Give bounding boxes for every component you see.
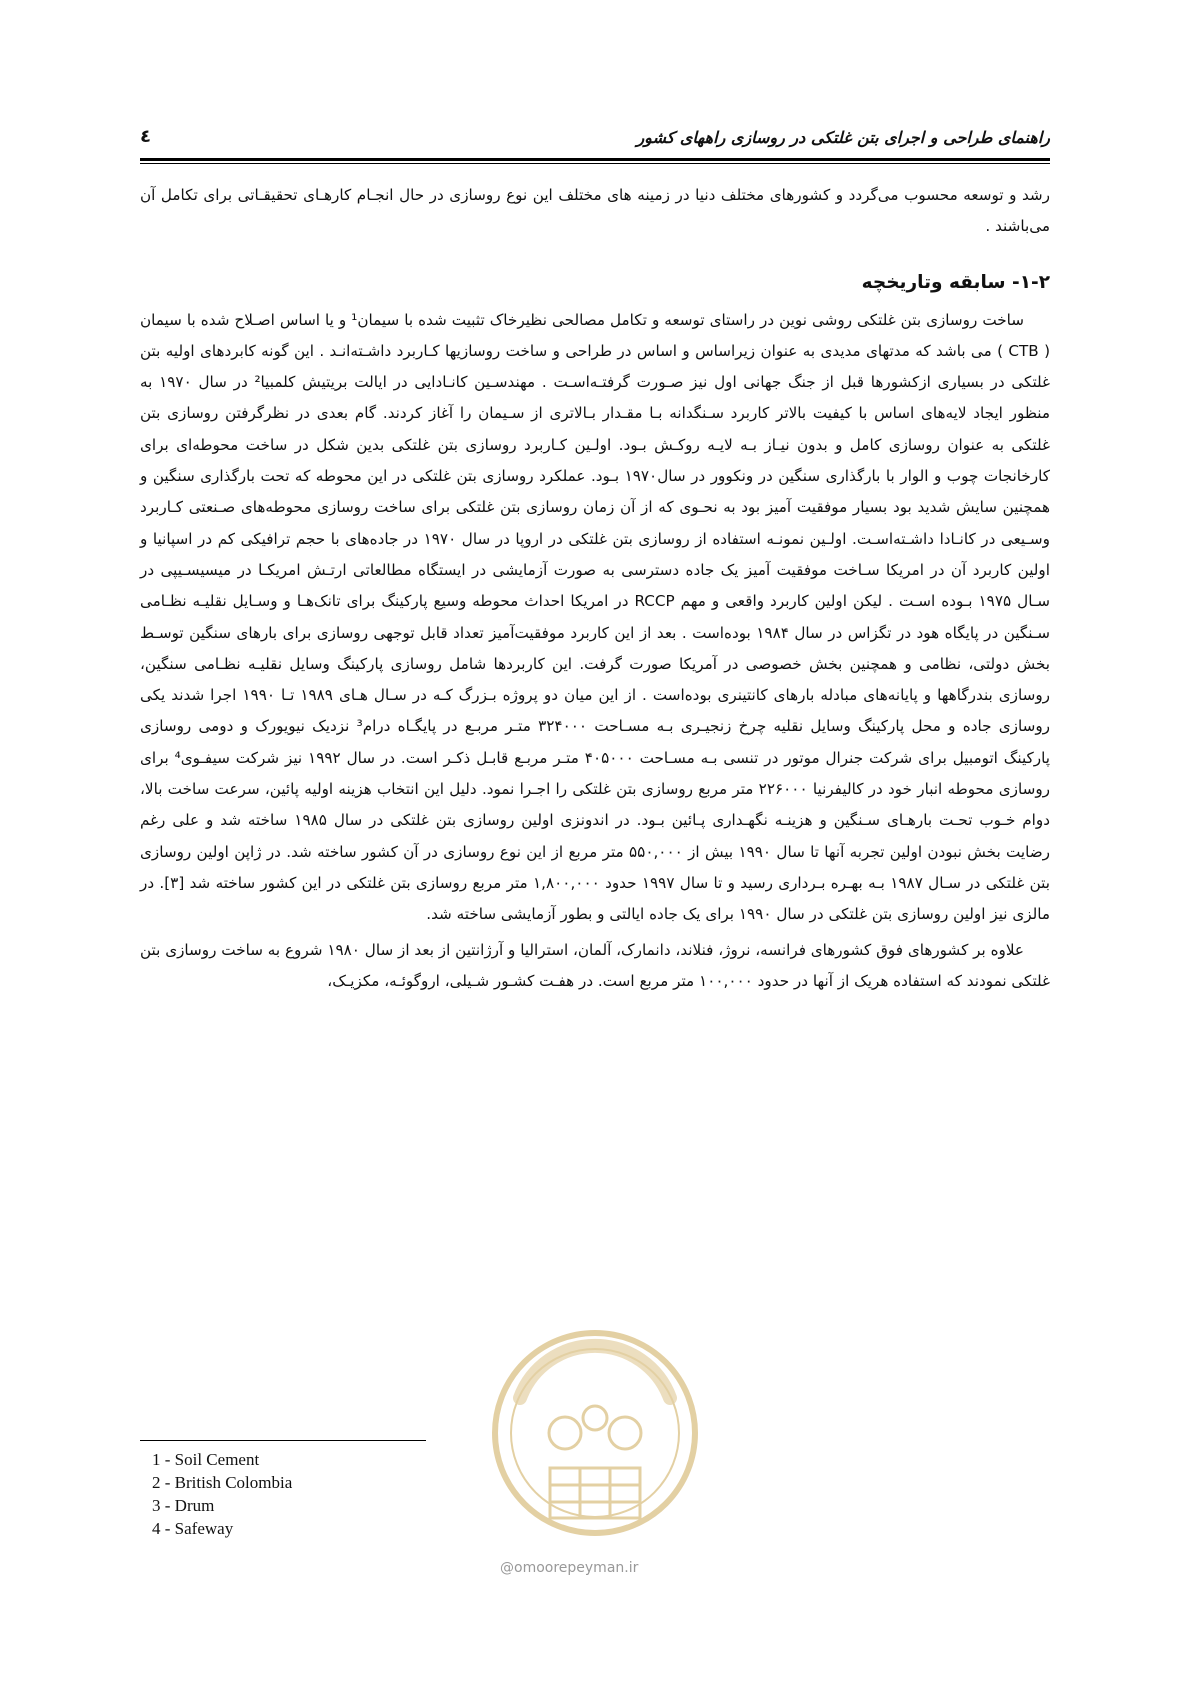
header-rule [140, 158, 1050, 164]
footnote-1: 1 - Soil Cement [152, 1450, 260, 1469]
intro-paragraph: رشد و توسعه محسوب می‌گردد و کشورهای مختلف دنیا در زمینه های مختلف این نوع روسازی در حال انجـام کارهـای تحقیقـاتی برای تکامل آن می‌باشند . [140, 186, 1050, 236]
document-body [140, 180, 1050, 997]
watermark-site-text: @omoorepeyman.ir [500, 1560, 639, 1576]
footnote-4: 4 - Safeway [152, 1519, 234, 1538]
footnote-2: 2 - British Colombia [152, 1473, 293, 1492]
page-number: ٤ [140, 126, 151, 147]
section-heading: ۱-۲- سابقه وتاریخچه [861, 271, 1050, 293]
running-header [140, 122, 1050, 158]
header-title: راهنمای طراحی و اجرای بتن غلتکی در روسازی راههای کشور [636, 128, 1050, 147]
footnote-3: 3 - Drum [152, 1496, 215, 1515]
history-paragraph-2: علاوه بر کشورهای فوق کشورهای فرانسه، نروژ، فنلاند، دانمارک، آلمان، استرالیا و آرژانتین از بعد از سال ۱۹۸۰ شروع به ساخت روسازی بتن غلتکی نمودند که استفاده هریک از آنها در حدود ۱۰۰,۰۰۰ متر مربع است. در هفـت کشـور شـیلی، اروگوئـه، مکزیـک، [140, 940, 1050, 990]
history-paragraph-1: ساخت روسازی بتن غلتکی روشی نوین در راستای توسعه و تکامل مصالحی نظیرخاک تثبیت شده با سیمان¹ و یا اساس اصـلاح شده با سیمان ( CTB ) می باشد که مدتهای مدیدی به عنوان زیراساس و اساس در طراحی و ساخت روسازیها کـاربرد داشـته‌انـد . این گونه کابردهای اولیه بتن غلتکی در بسیاری ازکشورها قبل از جنگ جهانی اول نیز صـورت گرفتـه‌اسـت . مهندسـین کانـادایی در ایالت بریتیش کلمبیا² در سال ۱۹۷۰ به منظور ایجاد لایه‌های اساس با کیفیت بالاتر کاربرد سـنگدانه بـا مقـدار بـالاتری از سـیمان را آغاز کردند. گام بعدی در نظرگرفتن روسازی بتن غلتکی به عنوان روسازی کامل و بدون نیـاز بـه لایـه روکـش بـود. اولـین کـاربرد روسازی بتن غلتکی بدین شکل در ساخت محوطه‌ای برای کارخانجات چوب و الوار با بارگذاری سنگین در ونکوور در سال۱۹۷۰ بـود. عملکرد روسازی بتن غلتکی در این محوطه که تحت بارگذاری سنگین و همچنین سایش شدید بود بسیار موفقیت آمیز بود به نحـوی که از آن زمان روسازی بتن غلتکی برای ساخت روسازی محوطه‌های صـنعتی کـاربرد وسـیعی در کانـادا داشـته‌اسـت. اولـین نمونـه استفاده از روسازی بتن غلتکی در اروپا در سال ۱۹۷۰ در جاده‌های با حجم ترافیکی کم در اسپانیا و اولین کاربرد آن در امریکا سـاخت موفقیت آمیز یک جاده دسترسی به صورت آزمایشی در ایستگاه مطالعاتی ارتـش امریکـا در میسیسـیپی در سـال ۱۹۷۵ بـوده اسـت . لیکن اولین کاربرد واقعی و مهم RCCP در امریکا احداث محوطه وسیع پارکینگ برای تانک‌هـا و وسـایل نقلیـه نظـامی سـنگین در پایگاه هود در تگزاس در سال ۱۹۸۴ بوده‌است . بعد از این کاربرد موفقیت‌آمیز تعداد قابل توجهی روسازی برای بارهای سنگین توسـط بخش دولتی، نظامی و همچنین بخش خصوصی در آمریکا صورت گرفت. این کاربردها شامل روسازی پارکینگ وسایل نقلیـه نظـامی سنگین، روسازی بندرگاهها و پایانه‌های مبادله بارهای کانتینری بوده‌است . از این میان دو پروژه بـزرگ کـه در سـال هـای ۱۹۸۹ تـا ۱۹۹۰ اجرا شدند یکی روسازی جاده و محل پارکینگ وسایل نقلیه چرخ زنجیـری بـه مسـاحت ۳۲۴۰۰۰ متـر مربـع در پایگـاه درام³ نزدیک نیویورک و دومی روسازی پارکینگ اتومبیل برای شرکت جنرال موتور در تنسی بـه مسـاحت ۴۰۵۰۰۰ متـر مربـع قابـل ذکـر است. در سال ۱۹۹۲ نیز شرکت سیفـوی⁴ برای روسازی محوطه انبار خود در کالیفرنیا ۲۲۶۰۰۰ متر مربع روسازی بتن غلتکی را اجـرا نمود. دلیل این انتخاب هزینه اولیه پائین، سرعت ساخت بالا، دوام خـوب تحـت بارهـای سـنگین و هزینـه نگهـداری پـائین بـود. در اندونزی اولین روسازی بتن غلتکی در سال ۱۹۸۵ ساخته شد و علی رغم رضایت بخش نبودن اولین تجربه آنها تا سال ۱۹۹۰ بیش از ۵۵۰,۰۰۰ متر مربع از این نوع روسازی در آن کشور ساخته شد. در ژاپن اولین روسازی بتن غلتکی در سـال ۱۹۸۷ بـه بهـره بـرداری رسید و تا سال ۱۹۹۷ حدود ۱,۸۰۰,۰۰۰ متر مربع روسازی بتن غلتکی در این کشور ساخته شد [۳]. در مالزی نیز اولین روسازی بتن غلتکی در سال ۱۹۹۰ برای یک جاده ایالتی و بطور آزمایشی ساخته شد. [140, 310, 1051, 924]
seal-logo-icon [480, 1318, 710, 1568]
footnote-rule [140, 1440, 426, 1441]
footnotes [152, 1448, 292, 1540]
